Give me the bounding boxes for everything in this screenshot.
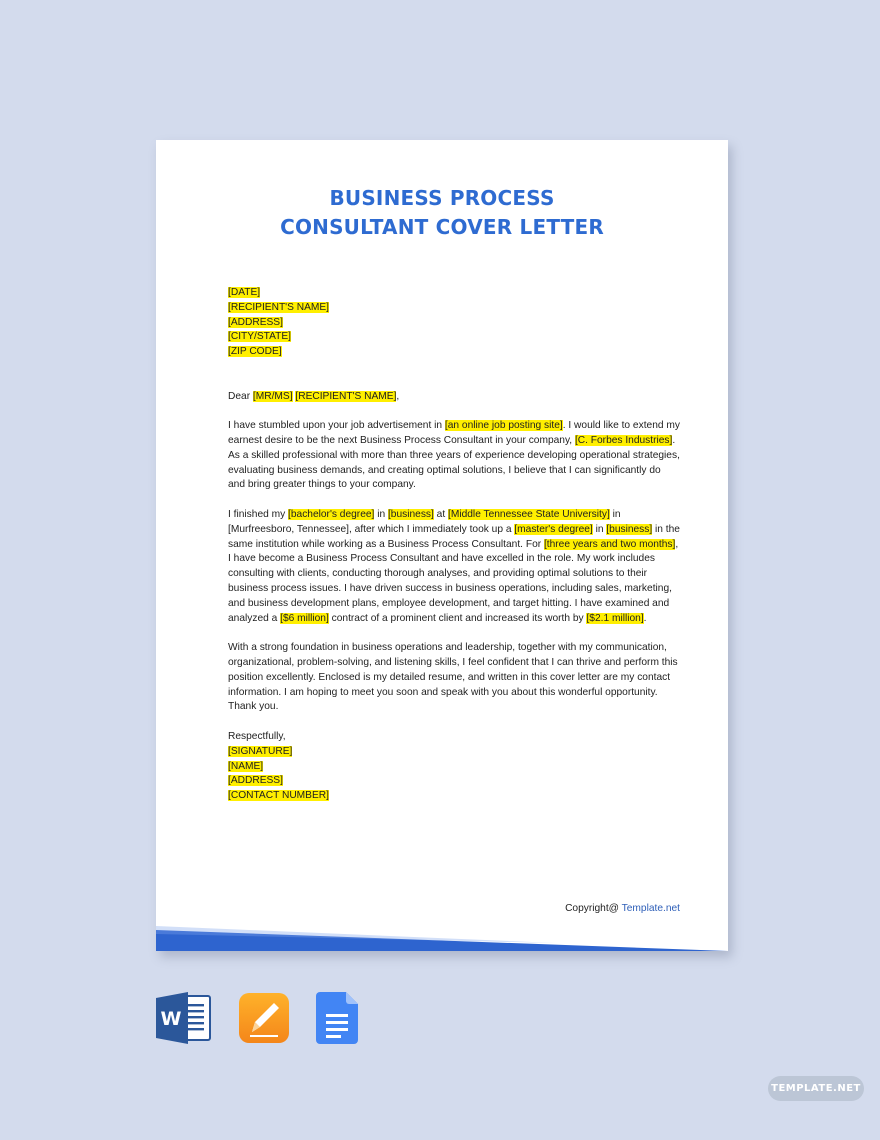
date-placeholder: [DATE] [228, 287, 261, 298]
salutation-prefix: Dear [228, 390, 253, 402]
recipient-block [228, 301, 680, 360]
recipient-address: [ADDRESS] [228, 316, 283, 328]
salutation-name: [RECIPIENT'S NAME] [295, 390, 397, 402]
paragraph-2 [228, 508, 680, 626]
p2-highlight-6: [three years and two months] [543, 538, 676, 550]
p2-text-3: at [433, 508, 449, 520]
paragraph-1 [228, 419, 680, 493]
recipient-address-line [228, 316, 680, 331]
sender-address: [ADDRESS] [228, 775, 283, 787]
recipient-zip: [ZIP CODE] [228, 346, 282, 358]
signature-block [228, 745, 680, 804]
closing-line: Respectfully, [228, 730, 286, 742]
p1-highlight-2: [C. Forbes Industries] [574, 434, 673, 446]
recipient-name-line [228, 301, 680, 316]
paragraph-3: With a strong foundation in business operations and leadership, together with my communication, organizational, problem-solving, and listening skills, I feel confident that I can thrive and perform this position excellently. Enclosed is my detailed resume, and written in this cover letter are my contact information. I am hoping to meet you soon and speak with you about this wonderful opportunity. Thank you. [228, 642, 678, 713]
p2-highlight-5: [business] [606, 523, 653, 535]
p2-text-6: in the same institution while working as a Business Process Consultant. For [228, 523, 680, 550]
p2-highlight-4: [master's degree] [514, 523, 593, 535]
sender-contact: [CONTACT NUMBER] [228, 790, 329, 802]
sender-name-line [228, 760, 680, 775]
spacer [228, 715, 680, 730]
sender-contact-line [228, 789, 680, 804]
salutation-title: [MR/MS] [252, 390, 293, 402]
spacer [228, 493, 680, 508]
google-docs-icon[interactable] [316, 992, 360, 1044]
p1-text-2: . I would like to extend my earnest desire to be the next Business Process Consultant in your company, [228, 420, 680, 446]
copyright-notice [565, 903, 680, 914]
p2-highlight-8: [$2.1 million] [586, 612, 644, 624]
p2-text-7: , I have become a Business Process Consultant and have excelled in the role. My work includes consulting with clients, conducting thorough analyses, and providing optimal solutions to their business process issues. I have driven success in business operations, including sales, marketing, and business development plans, employee development, and target hitting. I have examined and analyzed a [228, 538, 679, 624]
p2-highlight-3: [Middle Tennessee State University] [448, 508, 610, 520]
recipient-name: [RECIPIENT'S NAME] [228, 301, 330, 313]
sender-name: [NAME] [228, 760, 264, 772]
letter-body [228, 286, 680, 804]
title-line-1: BUSINESS PROCESS [329, 186, 555, 210]
copyright-brand: Template.net [621, 903, 680, 914]
pages-icon[interactable] [238, 992, 290, 1044]
recipient-zip-line [228, 345, 680, 360]
p2-text-4: in [Murfreesboro, Tennessee], after which I immediately took up a [228, 508, 621, 535]
spacer [228, 404, 680, 419]
p2-text-5: in [592, 523, 607, 535]
sender-address-line [228, 774, 680, 789]
date-line [228, 286, 680, 301]
word-icon[interactable] [156, 992, 212, 1044]
signature-line [228, 745, 680, 760]
p2-highlight-7: [$6 million] [280, 612, 329, 624]
template-net-watermark: TEMPLATE.NET [768, 1076, 864, 1101]
p2-text-8: contract of a prominent client and increased its worth by [328, 612, 587, 624]
copyright-prefix: Copyright@ [565, 903, 622, 914]
svg-text:W: W [160, 1008, 182, 1030]
salutation [228, 390, 680, 405]
p2-text-2: in [374, 508, 388, 520]
footer-swoosh [156, 921, 728, 951]
p1-text-3: . As a skilled professional with more than three years of experience developing operational strategies, evaluating business demands, and creating optimal solutions, I believe that I can significantly do and bring greater things to your company. [228, 434, 680, 491]
recipient-city-state: [CITY/STATE] [228, 331, 292, 343]
p2-text-1: I finished my [228, 508, 289, 520]
salutation-suffix: , [396, 390, 400, 402]
p2-text-9: . [643, 612, 647, 624]
p2-highlight-1: [bachelor's degree] [288, 508, 375, 520]
title-line-2: CONSULTANT COVER LETTER [280, 215, 604, 239]
spacer [228, 626, 680, 641]
document-page [156, 140, 728, 951]
signature-placeholder: [SIGNATURE] [228, 745, 293, 757]
recipient-city-line [228, 330, 680, 345]
p1-highlight-1: [an online job posting site] [444, 420, 563, 432]
document-title [156, 184, 728, 242]
p2-highlight-2: [business] [387, 508, 434, 520]
p1-text-1: I have stumbled upon your job advertisement in [228, 420, 445, 432]
